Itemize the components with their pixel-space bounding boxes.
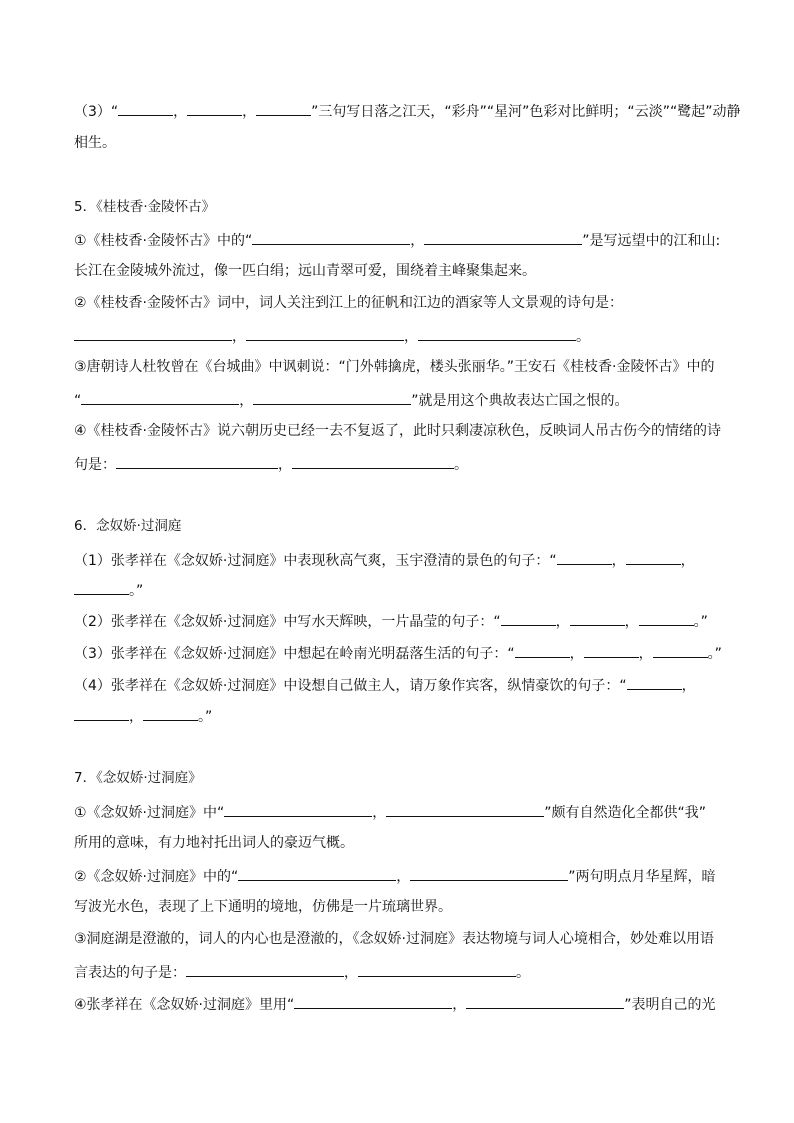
blank[interactable]	[224, 801, 372, 817]
blank[interactable]	[186, 961, 344, 977]
q7-p3: ③洞庭湖是澄澈的，词人的内心也是澄澈的，《念奴娇·过洞庭》表达物境与词人心境相合，妙处难以用语	[74, 931, 714, 947]
blank[interactable]	[74, 579, 129, 595]
blank[interactable]	[418, 325, 576, 341]
q5-p3: ③唐朝诗人杜牧曾在《台城曲》中讽刺说：“门外韩擒虎，楼头张丽华。”王安石《桂枝香·金陵怀古》中的	[74, 359, 715, 375]
blank[interactable]	[410, 865, 568, 881]
q5-p2: ②《桂枝香·金陵怀古》词中，词人关注到江上的征帆和江边的酒家等人文景观的诗句是：	[74, 295, 623, 311]
q7-p2: ②《念奴娇·过洞庭》中的“ ， ”两句明点月华星辉，暗	[74, 865, 716, 887]
q6-s2: （2）张孝祥在《念奴娇·过洞庭》中写水天辉映，一片晶莹的句子：“ ， ， 。”	[74, 610, 708, 632]
q5-p4-blanks: 句是： ， 。	[74, 453, 468, 475]
q6-title: 6．念奴娇·过洞庭	[74, 518, 182, 534]
blank[interactable]	[74, 705, 129, 721]
blank[interactable]	[238, 865, 396, 881]
blank[interactable]	[639, 610, 694, 626]
q5-p1: ①《桂枝香·金陵怀古》中的“ ， ”是写远望中的江和山:	[74, 229, 720, 251]
blank[interactable]	[252, 229, 410, 245]
blank[interactable]	[118, 100, 173, 116]
item-3-cont: 相生。	[74, 135, 116, 151]
q5-title: 5．《桂枝香·金陵怀古》	[74, 199, 216, 215]
blank[interactable]	[116, 453, 278, 469]
blank[interactable]	[386, 801, 544, 817]
q7-p4: ④张孝祥在《念奴娇·过洞庭》里用“ ， ”表明自己的光	[74, 993, 716, 1015]
q5-p2-blanks: ， ， 。	[74, 325, 590, 347]
q5-p3-blanks: “ ， ”就是用这个典故表达亡国之恨的。	[74, 389, 629, 411]
q7-p2-cont: 写波光水色，表现了上下通明的境地，仿佛是一片琉璃世界。	[74, 899, 452, 915]
blank[interactable]	[246, 325, 404, 341]
q7-p1-cont: 所用的意味，有力地衬托出词人的豪迈气概。	[74, 835, 354, 851]
blank[interactable]	[557, 549, 612, 565]
blank[interactable]	[187, 100, 242, 116]
q5-p1-cont: 长江在金陵城外流过，像一匹白绢；远山青翠可爱，围绕着主峰聚集起来。	[74, 263, 536, 279]
q6-s1: （1）张孝祥在《念奴娇·过洞庭》中表现秋高气爽，玉宇澄清的景色的句子：“ ， ，	[74, 549, 695, 571]
q6-s4-cont: ， 。”	[74, 705, 212, 727]
blank[interactable]	[294, 993, 452, 1009]
blank[interactable]	[358, 961, 516, 977]
blank[interactable]	[501, 610, 556, 626]
q6-s1-cont: 。”	[74, 579, 143, 601]
blank[interactable]	[256, 100, 311, 116]
q7-title: 7．《念奴娇·过洞庭》	[74, 770, 202, 786]
blank[interactable]	[626, 549, 681, 565]
blank[interactable]	[584, 642, 639, 658]
blank[interactable]	[653, 642, 708, 658]
q6-s3: （3）张孝祥在《念奴娇·过洞庭》中想起在岭南光明磊落生活的句子：“ ， ， 。”	[74, 642, 722, 664]
blank[interactable]	[466, 993, 624, 1009]
q7-p1: ①《念奴娇·过洞庭》中“ ， ”颇有自然造化全都供“我”	[74, 801, 706, 823]
q5-p4: ④《桂枝香·金陵怀古》说六朝历史已经一去不复返了，此时只剩凄凉秋色，反映词人吊古伤今的情绪的诗	[74, 423, 721, 439]
blank[interactable]	[74, 325, 232, 341]
blank[interactable]	[253, 389, 411, 405]
item-3-line: （3）“ ， ， ”三句写日落之江天，“彩舟”“星河”色彩对比鲜明；“云淡”“鹭起”动静	[74, 100, 740, 122]
blank[interactable]	[515, 642, 570, 658]
q6-s4: （4）张孝祥在《念奴娇·过洞庭》中设想自己做主人，请万象作宾客，纵情豪饮的句子：“ ，	[74, 674, 696, 696]
blank[interactable]	[292, 453, 454, 469]
q7-p3-blanks: 言表达的句子是： ， 。	[74, 961, 530, 983]
blank[interactable]	[627, 674, 682, 690]
blank[interactable]	[424, 229, 582, 245]
blank[interactable]	[143, 705, 198, 721]
blank[interactable]	[570, 610, 625, 626]
blank[interactable]	[81, 389, 239, 405]
